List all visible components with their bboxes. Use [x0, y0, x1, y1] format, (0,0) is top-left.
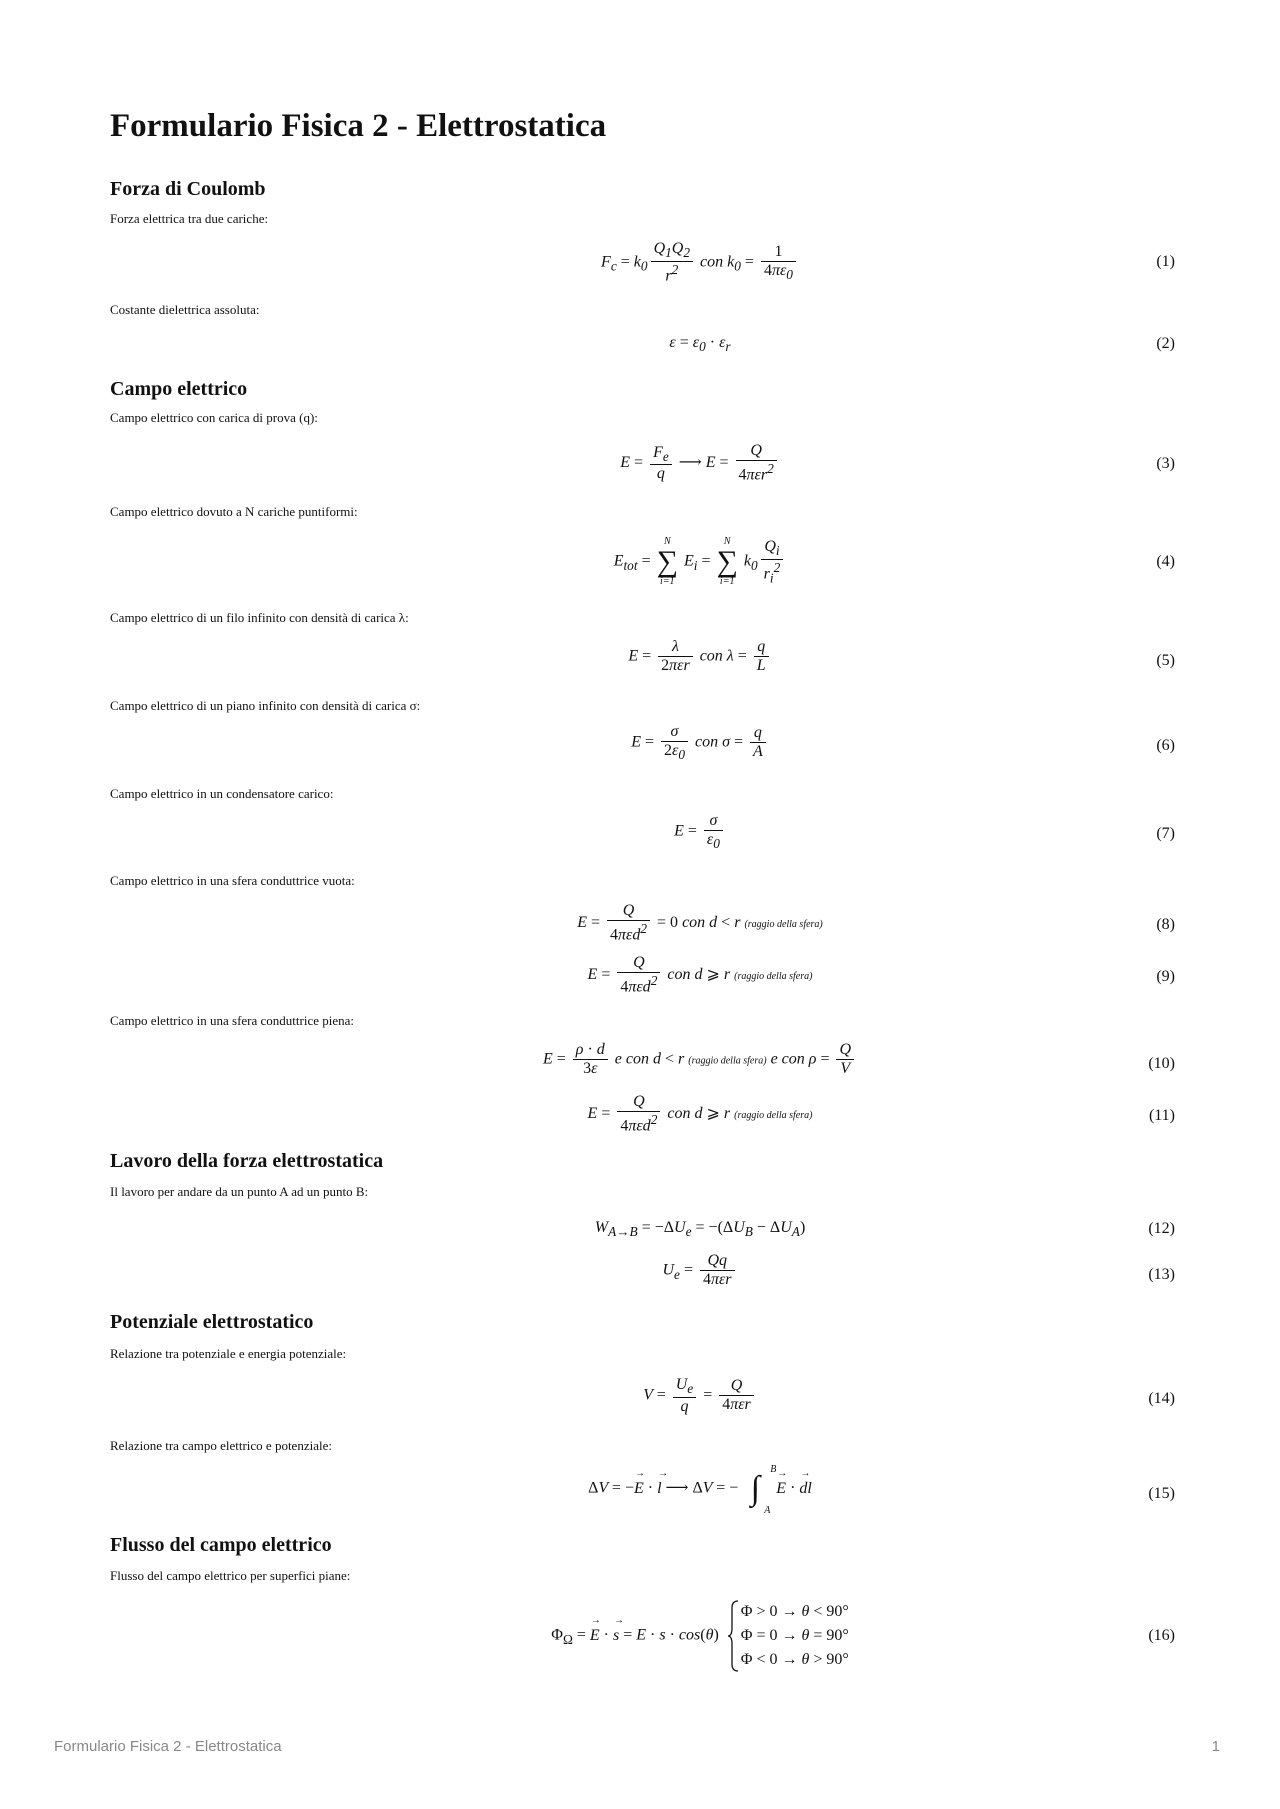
section-heading-campo: Campo elettrico — [110, 378, 248, 400]
paragraph-sfera-vuota: Campo elettrico in una sfera conduttrice vuota: — [110, 873, 355, 888]
paragraph-forza-elettrica: Forza elettrica tra due cariche: — [110, 211, 269, 226]
paragraph-filo-infinito: Campo elettrico di un filo infinito con densità di carica λ: — [110, 610, 409, 625]
equation-number-8: (8) — [1156, 916, 1175, 933]
equation-15: ΔV = −→ E · → l ⟶ ΔV = − ∫ B A → E · → dl — [200, 1470, 1200, 1508]
paragraph-potenziale-energia: Relazione tra potenziale e energia potenziale: — [110, 1346, 347, 1361]
paragraph-flusso-piane: Flusso del campo elettrico per superfici piane: — [110, 1568, 351, 1583]
equation-1: $F_c = k_0$ $\frac{Q_1Q_2}{r^2}$ con $k_0$ = $\frac{1}{4\pi\varepsilon_0}$ — [200, 240, 1200, 285]
equation-11: E = $\frac{Q}{4\pi\varepsilon d^2}$ con d ⩾ r (raggio della sfera) — [587, 1093, 813, 1135]
footer-title: Formulario Fisica 2 - Elettrostatica — [54, 1738, 282, 1755]
equation-number-14: (14) — [1148, 1390, 1175, 1407]
equation-number-11: (11) — [1148, 1107, 1175, 1124]
paragraph-piano-infinito: Campo elettrico di un piano infinito con densità di carica σ: — [110, 698, 421, 713]
equation-14: V = $\frac{U_e}{q}$ = $\frac{Q}{\text{4πεr}}$ — [200, 1376, 1200, 1416]
section-heading-lavoro: Lavoro della forza elettrostatica — [110, 1150, 384, 1172]
equation-16: $\Phi_\Omega$ = → E · → s = E · s · cos(θ) Φ > 0 → θ < 90° Φ = 0 → θ = 90° Φ < 0 → θ > 90° — [200, 1600, 1200, 1672]
equation-10: E = $\frac{\rho \cdot d}{3\varepsilon}$ e con d < r (raggio della sfera) e con ρ = $\frac{Q}{V}$ — [200, 1041, 1200, 1079]
equation-number-6: (6) — [1156, 737, 1175, 754]
equation-number-15: (15) — [1148, 1485, 1175, 1502]
equation-number-4: (4) — [1156, 553, 1175, 570]
equation-number-12: (12) — [1148, 1220, 1175, 1237]
equation-7: E = $\frac{\sigma}{\varepsilon_0}$ — [200, 812, 1200, 852]
equation-number-1: (1) — [1156, 253, 1175, 270]
equation-2: $\varepsilon = \varepsilon_0 \cdot \varepsilon_r$ — [669, 334, 731, 355]
paragraph-n-cariche: Campo elettrico dovuto a N cariche puntiformi: — [110, 504, 358, 519]
equation-number-3: (3) — [1156, 455, 1175, 472]
equation-5: E = $\frac{\lambda}{\text{2πεr}}$ con λ = $\frac{q}{L}$ — [200, 638, 1200, 676]
equation-4: $E_{tot}$ = N ∑ i=1 $E_i$ = N ∑ i=1 $k_0$ $\frac{Q_i}{r_i^2}$ — [200, 536, 1200, 588]
equation-number-5: (5) — [1156, 652, 1175, 669]
equation-13: $U_e$ = $\frac{Qq}{\text{4πεr}}$ — [200, 1252, 1200, 1290]
paragraph-sfera-piena: Campo elettrico in una sfera conduttrice piena: — [110, 1013, 355, 1028]
section-heading-potenziale: Potenziale elettrostatico — [110, 1311, 314, 1333]
section-heading-coulomb: Forza di Coulomb — [110, 178, 266, 200]
equation-8: E = $\frac{Q}{4\pi\varepsilon d^2}$ = 0 con d < r (raggio della sfera) — [577, 902, 823, 944]
paragraph-campo-potenziale: Relazione tra campo elettrico e potenziale: — [110, 1438, 332, 1453]
paragraph-condensatore: Campo elettrico in un condensatore carico: — [110, 786, 334, 801]
equation-9: E = $\frac{Q}{4\pi\varepsilon d^2}$ con d ⩾ r (raggio della sfera) — [587, 954, 813, 996]
equation-number-10: (10) — [1148, 1055, 1175, 1072]
paragraph-lavoro-ab: Il lavoro per andare da un punto A ad un punto B: — [110, 1184, 369, 1199]
equation-6: E = $\frac{\sigma}{2\varepsilon_0}$ con σ = $\frac{q}{A}$ — [200, 723, 1200, 763]
equation-number-7: (7) — [1156, 825, 1175, 842]
equation-number-2: (2) — [1156, 335, 1175, 352]
equation-3: E = $\frac{F_e}{q}$ ⟶ E = $\frac{Q}{4\pi\varepsilon r^2}$ — [200, 442, 1200, 485]
equation-number-16: (16) — [1148, 1627, 1175, 1644]
footer-page-number: 1 — [1211, 1738, 1220, 1755]
equation-12: $W_{A\to B} = -\Delta U_e = -(\Delta U_B - \Delta U_A)$ — [594, 1219, 806, 1240]
section-heading-flusso: Flusso del campo elettrico — [110, 1534, 332, 1556]
equation-number-9: (9) — [1156, 968, 1175, 985]
paragraph-costante-dielettrica: Costante dielettrica assoluta: — [110, 302, 260, 317]
page-title: Formulario Fisica 2 - Elettrostatica — [110, 108, 607, 144]
equation-number-13: (13) — [1148, 1266, 1175, 1283]
paragraph-carica-prova: Campo elettrico con carica di prova (q): — [110, 410, 318, 425]
